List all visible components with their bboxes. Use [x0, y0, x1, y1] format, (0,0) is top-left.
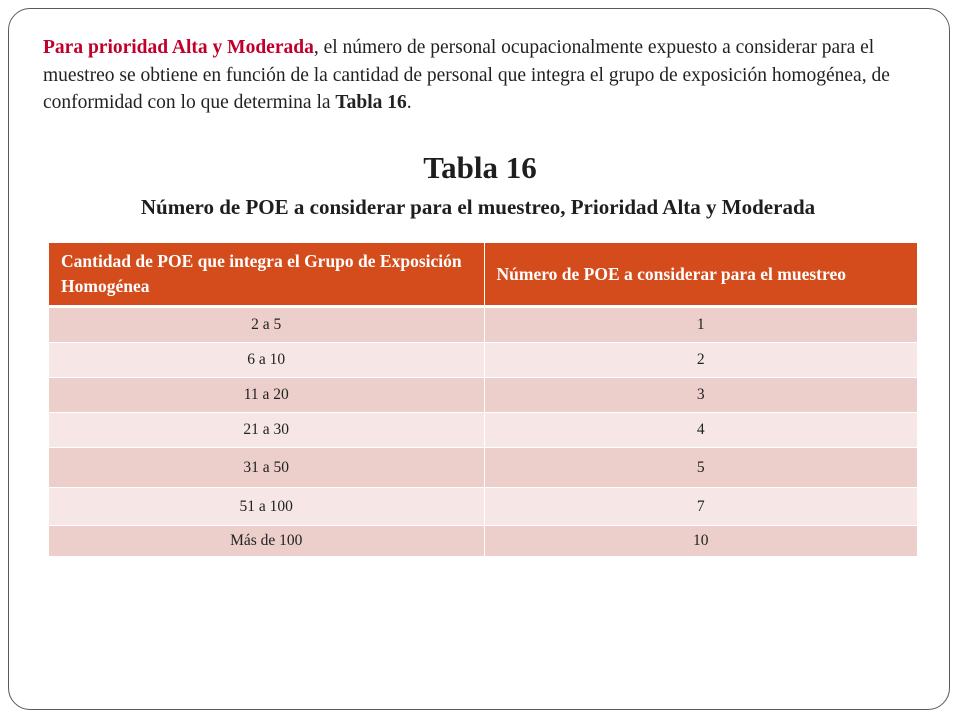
poe-table	[49, 243, 917, 557]
table-row	[49, 413, 917, 448]
table-row	[49, 343, 917, 378]
intro-text: , el número de personal ocupacionalmente expuesto a considerar para el muestreo se obtiene en función de la cantidad de personal que integra el grupo de exposición homogénea, de conformidad con lo que determina la	[43, 37, 890, 113]
cell-range: 11 a 20	[49, 378, 484, 413]
cell-range: 2 a 5	[49, 307, 484, 343]
cell-count: 5	[484, 448, 917, 488]
table-row	[49, 307, 917, 343]
cell-count: 4	[484, 413, 917, 448]
cell-range: Más de 100	[49, 526, 484, 557]
table-row	[49, 526, 917, 557]
cell-count: 2	[484, 343, 917, 378]
table-title: Tabla 16	[423, 150, 537, 185]
table-row	[49, 448, 917, 488]
cell-count: 3	[484, 378, 917, 413]
cell-range: 51 a 100	[49, 488, 484, 526]
cell-range: 6 a 10	[49, 343, 484, 378]
cell-count: 7	[484, 488, 917, 526]
intro-highlight: Para prioridad Alta y Moderada	[43, 37, 314, 58]
table-row	[49, 488, 917, 526]
intro-table-ref: Tabla 16	[335, 92, 407, 113]
header-cantidad-poe: Cantidad de POE que integra el Grupo de Exposición Homogénea	[49, 243, 484, 307]
cell-range: 31 a 50	[49, 448, 484, 488]
table-subtitle: Número de POE a considerar para el muestreo, Prioridad Alta y Moderada	[140, 195, 816, 219]
header-numero-poe: Número de POE a considerar para el muestreo	[484, 243, 917, 307]
table-row	[49, 378, 917, 413]
intro-paragraph	[43, 34, 923, 117]
cell-count: 10	[484, 526, 917, 557]
cell-count: 1	[484, 307, 917, 343]
cell-range: 21 a 30	[49, 413, 484, 448]
intro-end: .	[406, 92, 412, 113]
table-header-row	[49, 243, 917, 307]
